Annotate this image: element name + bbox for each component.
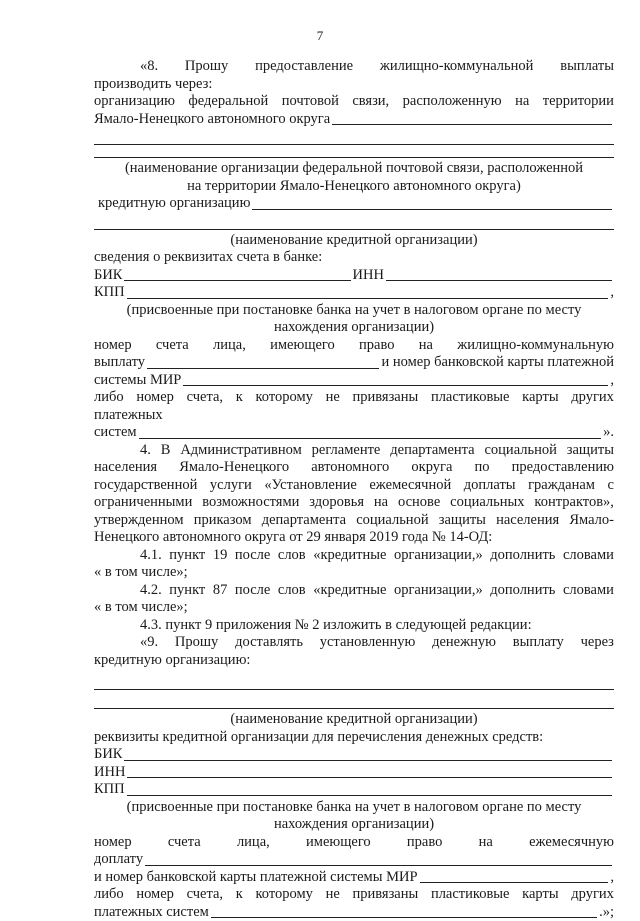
card-blank[interactable] (183, 384, 608, 386)
item9-card-row: и номер банковской карты платежной системы МИР , (94, 869, 614, 887)
credit-org-blank[interactable] (252, 208, 612, 210)
bik-inn-row: БИК ИНН (94, 267, 614, 285)
item9-caption-tax-1: (присвоенные при постановке банка на учет в налоговом органе по месту (94, 799, 614, 817)
postal-org-field[interactable]: Ямало-Ненецкого автономного округа (94, 111, 614, 129)
blank-line[interactable] (94, 128, 614, 145)
item9-inn-row: ИНН (94, 764, 614, 782)
item9-bik-blank[interactable] (124, 759, 612, 761)
item9-caption-tax-2: нахождения организации) (94, 816, 614, 834)
document-body (94, 58, 614, 921)
blank-line[interactable] (94, 673, 614, 690)
account-line2: выплату и номер банковской карты платежной (94, 354, 614, 372)
kpp-blank[interactable] (127, 297, 609, 299)
item9-kpp-blank[interactable] (127, 794, 612, 796)
or-line2: платежных (94, 407, 614, 425)
postal-org-blank[interactable] (332, 123, 612, 125)
item9-kpp-row: КПП (94, 781, 614, 799)
item4-line6: Ненецкого автономного округа от 29 января 2019 года № 14-ОД: (94, 529, 614, 547)
card-row: системы МИР , (94, 372, 614, 390)
sub42-line2: « в том числе»; (94, 599, 614, 617)
inn-blank[interactable] (386, 279, 612, 281)
item8-line2: производить через: (94, 76, 614, 94)
item9-card-blank[interactable] (420, 881, 609, 883)
item8-line3: организацию федеральной почтовой связи, расположенную на территории (94, 93, 614, 111)
or-line1: либо номер счета, к которому не привязаны пластиковые карты других (94, 389, 614, 407)
sub41-line1: 4.1. пункт 19 после слов «кредитные организации,» дополнить словами (94, 547, 614, 565)
item9-account-blank[interactable] (145, 864, 612, 866)
item9-account-line1: номер счета лица, имеющего право на ежемесячную (94, 834, 614, 852)
item4-line5: утвержденном приказом департамента социальной защиты населения Ямало- (94, 512, 614, 530)
item4-line3: государственной услуги «Установление ежемесячной доплаты гражданам с (94, 477, 614, 495)
item9-line2: кредитную организацию: (94, 652, 614, 670)
caption-credit: (наименование кредитной организации) (94, 232, 614, 250)
item4-line2: населения Ямало-Ненецкого автономного округа по предоставлению (94, 459, 614, 477)
blank-line[interactable] (94, 147, 614, 158)
systems-blank[interactable] (139, 437, 602, 439)
systems-row: систем ». (94, 424, 614, 442)
account-line1: номер счета лица, имеющего право на жилищно-коммунальную (94, 337, 614, 355)
item4-line4: ограниченными возможностями здоровья на основе социальных контрактов», (94, 494, 614, 512)
item4-line1: 4. В Административном регламенте департамента социальной защиты (94, 442, 614, 460)
account-blank[interactable] (147, 367, 379, 369)
item9-caption-credit: (наименование кредитной организации) (94, 711, 614, 729)
requisites-label: сведения о реквизитах счета в банке: (94, 249, 614, 267)
credit-org-field[interactable]: кредитную организацию (94, 195, 614, 213)
sub41-line2: « в том числе»; (94, 564, 614, 582)
page-number: 7 (0, 28, 640, 44)
bik-blank[interactable] (124, 279, 350, 281)
item8-line1: «8. Прошу предоставление жилищно-коммунальной выплаты (94, 58, 614, 76)
caption-tax-2: нахождения организации) (94, 319, 614, 337)
sub42-line1: 4.2. пункт 87 после слов «кредитные организации,» дополнить словами (94, 582, 614, 600)
item9-or-line1: либо номер счета, к которому не привязаны пластиковые карты других (94, 886, 614, 904)
item9-line1: «9. Прошу доставлять установленную денежную выплату через (94, 634, 614, 652)
item9-systems-blank[interactable] (211, 916, 597, 918)
caption-postal-2: на территории Ямало-Ненецкого автономного округа) (94, 178, 614, 196)
caption-postal-1: (наименование организации федеральной почтовой связи, расположенной (94, 160, 614, 178)
blank-line[interactable] (94, 213, 614, 230)
caption-tax-1: (присвоенные при постановке банка на учет в налоговом органе по месту (94, 302, 614, 320)
item9-systems-row: платежных систем .»; (94, 904, 614, 921)
item9-bik-row: БИК (94, 746, 614, 764)
item9-inn-blank[interactable] (127, 776, 612, 778)
kpp-row: КПП , (94, 284, 614, 302)
item9-requisites: реквизиты кредитной организации для перечисления денежных средств: (94, 729, 614, 747)
blank-line[interactable] (94, 692, 614, 709)
sub43-line: 4.3. пункт 9 приложения № 2 изложить в следующей редакции: (94, 617, 614, 635)
item9-account-row: доплату (94, 851, 614, 869)
